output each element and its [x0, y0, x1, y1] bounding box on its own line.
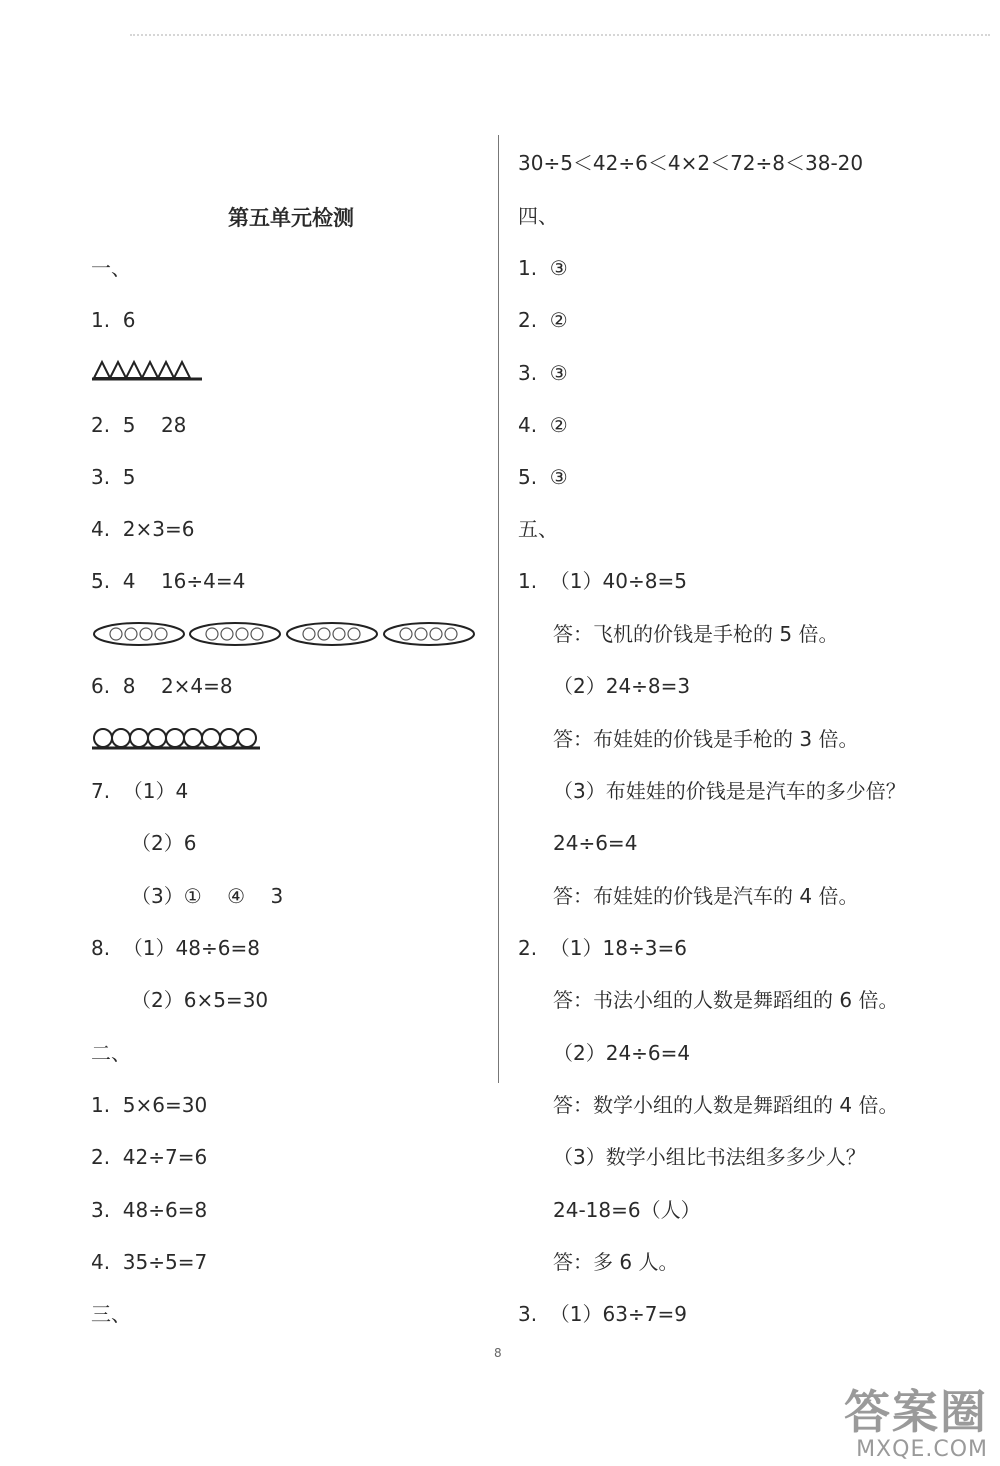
answer-line: 答：多 6 人。 [553, 1250, 679, 1274]
answer-line: 5. 4 16÷4=4 [91, 569, 246, 593]
answer-line: 1. 5×6=30 [91, 1093, 208, 1117]
section-5-heading: 五、 [518, 517, 558, 541]
answer-line: （2）24÷8=3 [553, 674, 691, 698]
answer-line: 2. 5 28 [91, 413, 187, 437]
answer-line: 2. （1）18÷3=6 [518, 936, 687, 960]
answer-line: 24-18=6（人） [553, 1198, 701, 1222]
column-divider [498, 135, 499, 1083]
section-4-heading: 四、 [518, 204, 558, 228]
page-number: 8 [494, 1346, 502, 1360]
answer-line: 8. （1）48÷6=8 [91, 936, 260, 960]
triangle-shapes [94, 362, 190, 378]
answer-line: 3. （1）63÷7=9 [518, 1302, 687, 1326]
answer-line: （2）24÷6=4 [553, 1041, 691, 1065]
circle-figure [90, 724, 262, 752]
answer-line: 答：布娃娃的价钱是手枪的 3 倍。 [553, 727, 859, 751]
group-oval [287, 623, 377, 645]
circle-shapes [94, 729, 256, 747]
answer-line: 答：飞机的价钱是手枪的 5 倍。 [553, 622, 839, 646]
group-circles [110, 628, 457, 640]
answer-line: 2. 42÷7=6 [91, 1145, 208, 1169]
answer-line: （3）布娃娃的价钱是是汽车的多少倍？ [553, 779, 906, 803]
answer-line: 1. ③ [518, 256, 568, 280]
answer-line: 6. 8 2×4=8 [91, 674, 233, 698]
grouping-figure [92, 620, 482, 648]
answer-line: 答：数学小组的人数是舞蹈组的 4 倍。 [553, 1093, 899, 1117]
answer-line: 4. 35÷5=7 [91, 1250, 208, 1274]
watermark [844, 1387, 988, 1462]
answer-line: 3. 5 [91, 465, 136, 489]
answer-line: 1. （1）40÷8=5 [518, 569, 687, 593]
answer-line: （2）6 [131, 831, 197, 855]
page-title: 第五单元检测 [228, 206, 354, 230]
group-oval [384, 623, 474, 645]
answer-line: 3. ③ [518, 361, 568, 385]
section-1-heading: 一、 [91, 256, 131, 280]
answer-line: 30÷5＜42÷6＜4×2＜72÷8＜38-20 [518, 151, 864, 175]
answer-line: （3）① ④ 3 [131, 884, 284, 908]
answer-line: 答：书法小组的人数是舞蹈组的 6 倍。 [553, 988, 899, 1012]
answer-line: 答：布娃娃的价钱是汽车的 4 倍。 [553, 884, 859, 908]
answer-line: （2）6×5=30 [131, 988, 269, 1012]
triangle-figure [90, 356, 206, 382]
scan-noise [130, 34, 990, 46]
answer-line: （3）数学小组比书法组多多少人？ [553, 1145, 866, 1169]
answer-line: 3. 48÷6=8 [91, 1198, 208, 1222]
watermark-logo: 答案圈 [844, 1385, 988, 1439]
section-3-heading: 三、 [91, 1302, 131, 1326]
watermark-url: MXQE.COM [856, 1437, 988, 1462]
answer-line: 2. ② [518, 308, 568, 332]
answer-line: 1. 6 [91, 308, 136, 332]
answer-line: 5. ③ [518, 465, 568, 489]
section-2-heading: 二、 [91, 1041, 131, 1065]
group-oval [94, 623, 184, 645]
answer-line: 4. ② [518, 413, 568, 437]
answer-line: 24÷6=4 [553, 831, 638, 855]
answer-line: 4. 2×3=6 [91, 517, 195, 541]
answer-line: 7. （1）4 [91, 779, 189, 803]
group-oval [190, 623, 280, 645]
